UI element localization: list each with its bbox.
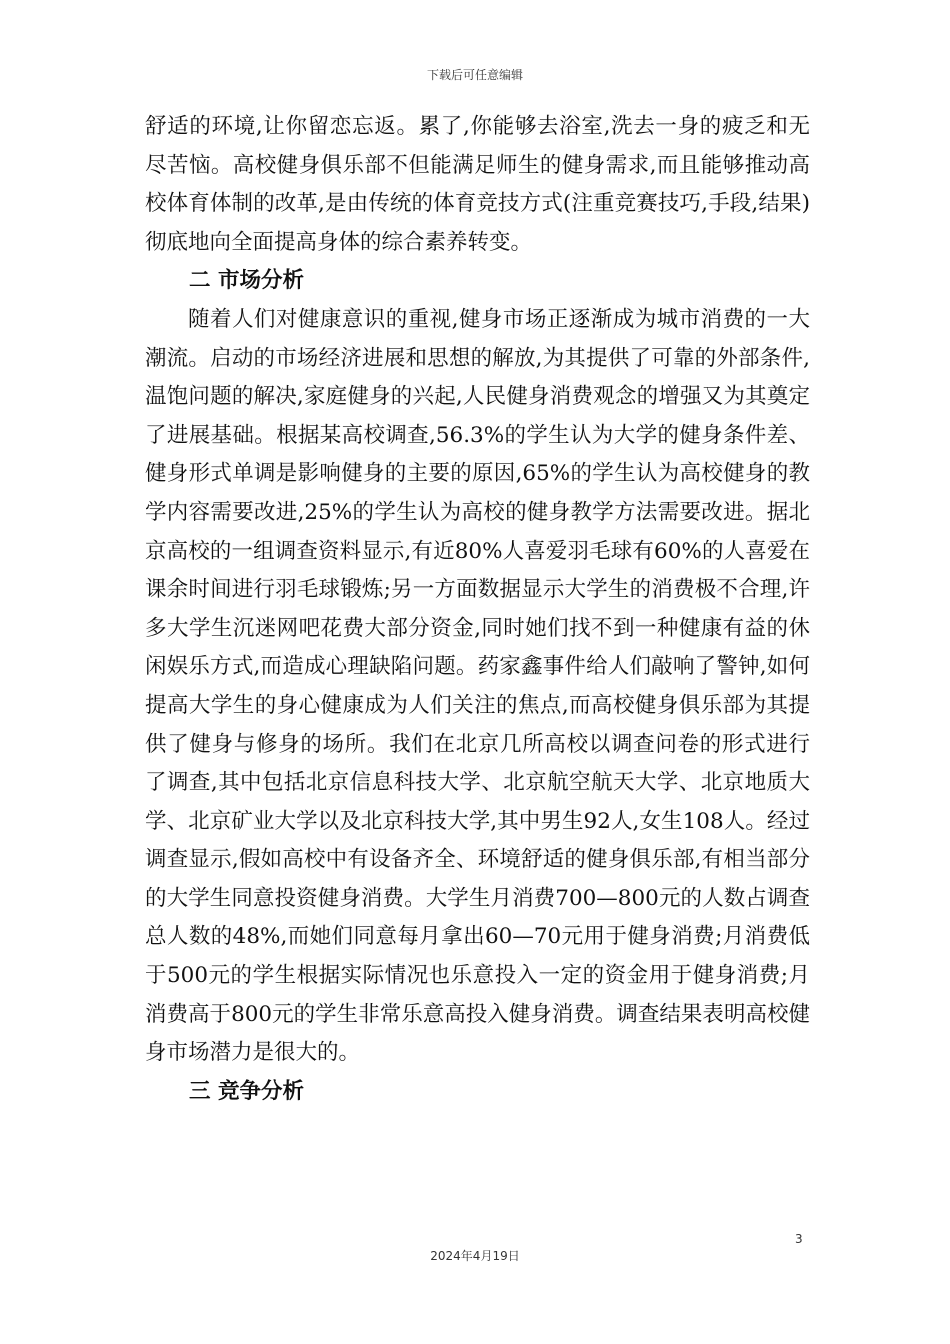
body-paragraph: 随着人们对健康意识的重视,健身市场正逐渐成为城市消费的一大潮流。启动的市场经济进展和思想的解放,为其提供了可靠的外部条件,温饱问题的解决,家庭健身的兴起,人民健身消费观念的增强又为其奠定了进展基础。根据某高校调查,56.3%的学生认为大学的健身条件差、健身形式单调是影响健身的主要的原因,65%的学生认为高校健身的教学内容需要改进,25%的学生认为高校的健身教学方法需要改进。据北京高校的一组调查资料显示,有近80%人喜爱羽毛球有60%的人喜爱在课余时间进行羽毛球锻炼;另一方面数据显示大学生的消费极不合理,许多大学生沉迷网吧花费大部分资金,同时她们找不到一种健康有益的休闲娱乐方式,而造成心理缺陷问题。药家鑫事件给人们敲响了警钟,如何提高大学生的身心健康成为人们关注的焦点,而高校健身俱乐部为其提供了健身与修身的场所。我们在北京几所高校以调查问卷的形式进行了调查,其中包括北京信息科技大学、北京航空航天大学、北京地质大学、北京矿业大学以及北京科技大学,其中男生92人,女生108人。经过调查显示,假如高校中有设备齐全、环境舒适的健身俱乐部,有相当部分的大学生同意投资健身消费。大学生月消费700—800元的人数占调查总人数的48%,而她们同意每月拿出60—70元用于健身消费;月消费低于500元的学生根据实际情况也乐意投入一定的资金用于健身消费;月消费高于800元的学生非常乐意高投入健身消费。调查结果表明高校健身市场潜力是很大的。 — [145, 306, 810, 1066]
section-heading: 三 竞争分析 — [189, 1078, 304, 1104]
page-number: 3 — [795, 1232, 803, 1246]
section-heading: 二 市场分析 — [189, 268, 304, 294]
page-footer-date: 2024年4月19日 — [430, 1249, 520, 1263]
page-header: 下载后可任意编辑 — [426, 68, 523, 82]
document-body — [145, 108, 810, 1111]
body-paragraph: 舒适的环境,让你留恋忘返。累了,你能够去浴室,洗去一身的疲乏和无尽苦恼。高校健身俱乐部不但能满足师生的健身需求,而且能够推动高校体育体制的改革,是由传统的体育竞技方式(注重竞赛技巧,手段,结果)彻底地向全面提高身体的综合素养转变。 — [145, 114, 810, 255]
